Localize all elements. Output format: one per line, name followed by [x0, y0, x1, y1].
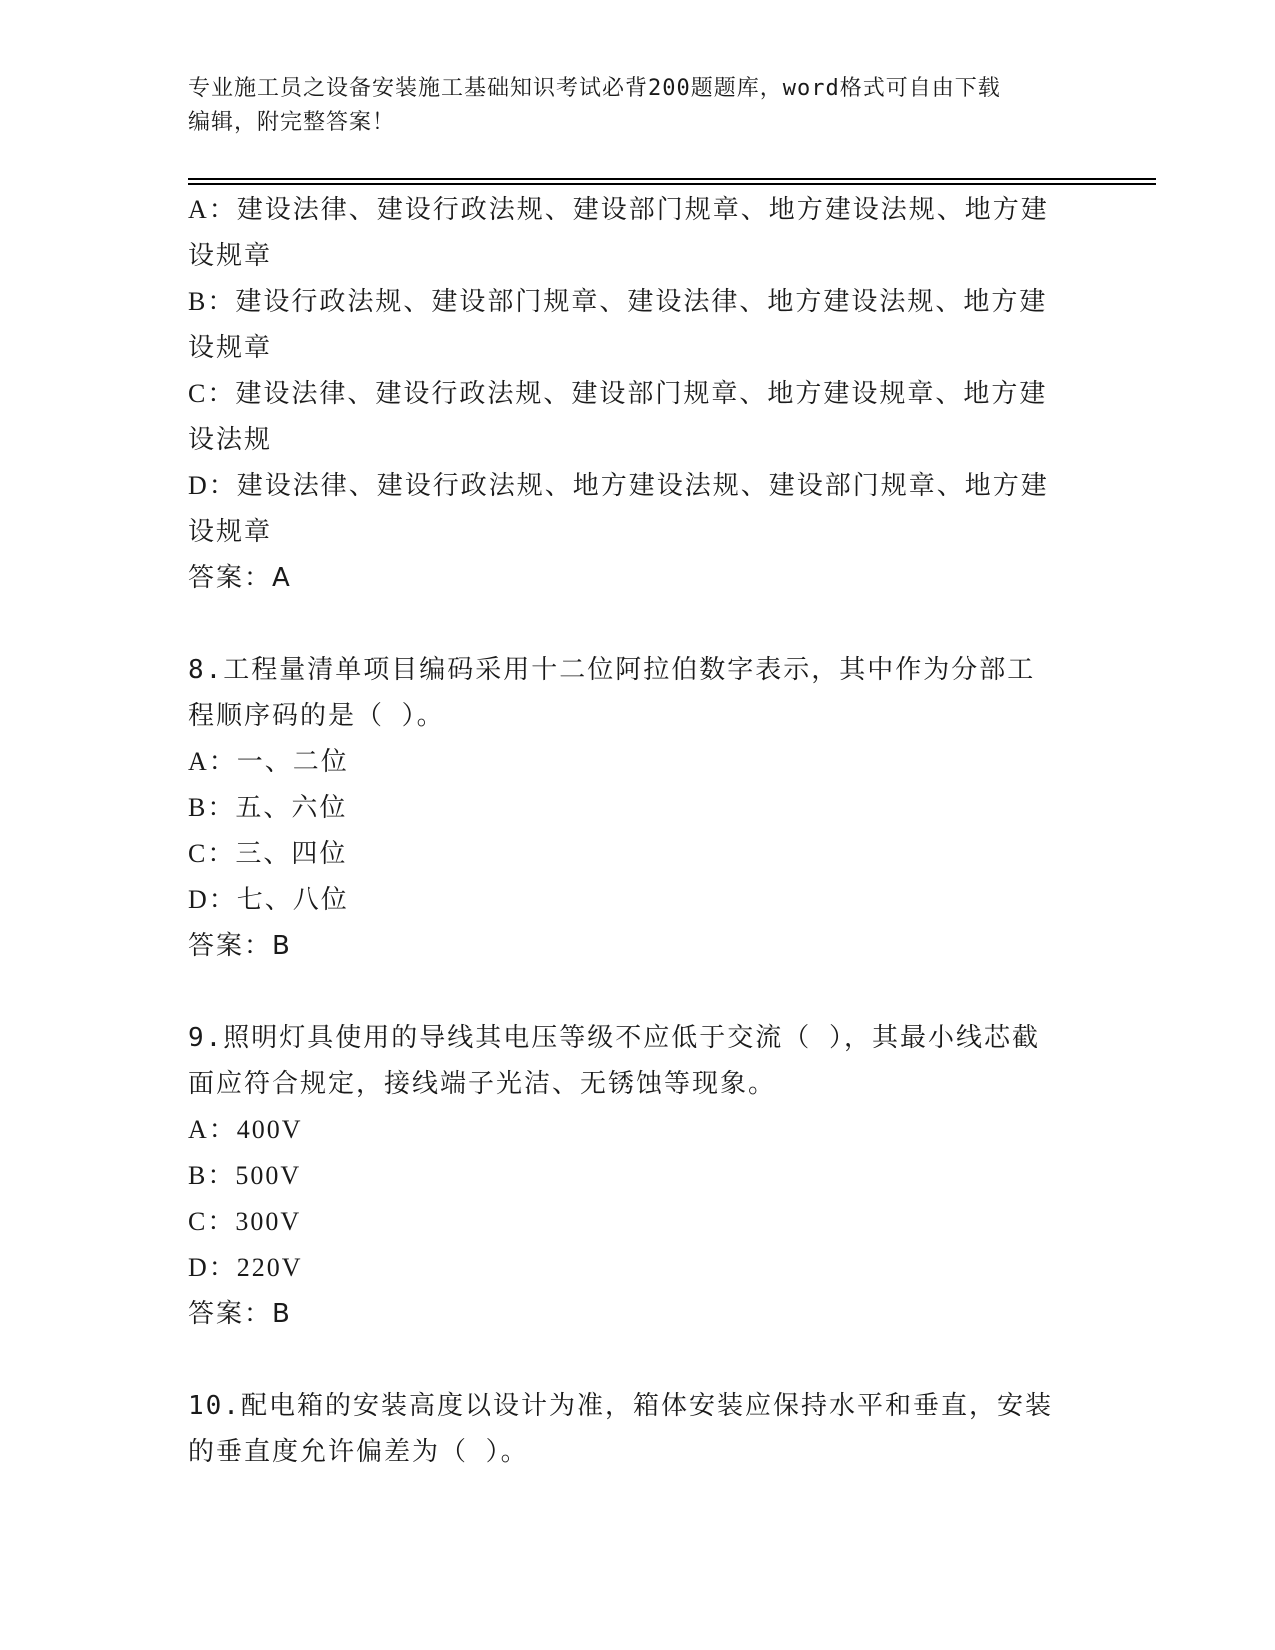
question-text: 8.工程量清单项目编码采用十二位阿拉伯数字表示，其中作为分部工 — [188, 655, 1036, 685]
option-letter: B： — [188, 1161, 236, 1190]
option-c — [188, 1199, 1088, 1245]
option-text: 220V — [236, 1253, 303, 1282]
question-10 — [188, 1383, 1088, 1475]
option-a — [188, 187, 1088, 279]
option-letter: B： — [188, 287, 236, 316]
question-text: 10.配电箱的安装高度以设计为准，箱体安装应保持水平和垂直，安装 — [188, 1391, 1053, 1421]
option-letter: A： — [188, 747, 237, 776]
answer-label: 答案：B — [188, 931, 292, 961]
option-text: 500V — [235, 1161, 302, 1190]
option-b — [188, 785, 1088, 831]
option-letter: D： — [188, 885, 237, 914]
option-d — [188, 877, 1088, 923]
question-text-cont: 的垂直度允许偏差为（ ）。 — [188, 1437, 529, 1467]
header-title-line1: 专业施工员之设备安装施工基础知识考试必背200题题库，word格式可自由下载 — [188, 76, 1001, 101]
question-7 — [188, 187, 1088, 601]
answer-label: 答案：B — [188, 1299, 292, 1329]
header-divider-top — [188, 178, 1156, 180]
option-letter: A： — [188, 1115, 237, 1144]
option-text: 400V — [236, 1115, 303, 1144]
document-header — [188, 72, 1068, 140]
option-letter: C： — [188, 839, 236, 868]
option-c — [188, 371, 1088, 463]
header-title-line2: 编辑，附完整答案！ — [188, 110, 396, 135]
option-b — [188, 279, 1088, 371]
option-d — [188, 463, 1088, 555]
question-text-cont: 面应符合规定，接线端子光洁、无锈蚀等现象。 — [188, 1069, 777, 1099]
option-d — [188, 1245, 1088, 1291]
option-c — [188, 831, 1088, 877]
answer-label: 答案：A — [188, 563, 292, 593]
option-text-cont: 设规章 — [188, 241, 273, 271]
spacer — [188, 601, 1088, 647]
spacer — [188, 1337, 1088, 1383]
option-text: 300V — [235, 1207, 302, 1236]
spacer — [188, 969, 1088, 1015]
option-letter: B： — [188, 793, 236, 822]
option-text-cont: 设规章 — [188, 517, 273, 547]
option-text: 建设法律、建设行政法规、建设部门规章、地方建设法规、地方建 — [236, 195, 1049, 225]
option-text: 建设行政法规、建设部门规章、建设法律、地方建设法规、地方建 — [235, 287, 1048, 317]
header-divider-bottom — [188, 183, 1156, 185]
option-letter: A： — [188, 195, 237, 224]
option-text-cont: 设法规 — [188, 425, 273, 455]
question-text-cont: 程顺序码的是（ ）。 — [188, 701, 445, 731]
option-letter: D： — [188, 471, 237, 500]
option-letter: C： — [188, 379, 236, 408]
option-letter: C： — [188, 1207, 236, 1236]
question-8 — [188, 647, 1088, 969]
document-body — [188, 187, 1088, 1475]
question-text: 9.照明灯具使用的导线其电压等级不应低于交流（ ），其最小线芯截 — [188, 1023, 1040, 1053]
option-text: 七、八位 — [236, 885, 349, 915]
option-text: 三、四位 — [235, 839, 348, 869]
option-b — [188, 1153, 1088, 1199]
option-a — [188, 739, 1088, 785]
question-9 — [188, 1015, 1088, 1337]
option-text: 建设法律、建设行政法规、建设部门规章、地方建设规章、地方建 — [235, 379, 1048, 409]
option-text: 一、二位 — [236, 747, 349, 777]
option-text: 五、六位 — [235, 793, 348, 823]
option-text: 建设法律、建设行政法规、地方建设法规、建设部门规章、地方建 — [236, 471, 1049, 501]
option-text-cont: 设规章 — [188, 333, 273, 363]
option-letter: D： — [188, 1253, 237, 1282]
option-a — [188, 1107, 1088, 1153]
